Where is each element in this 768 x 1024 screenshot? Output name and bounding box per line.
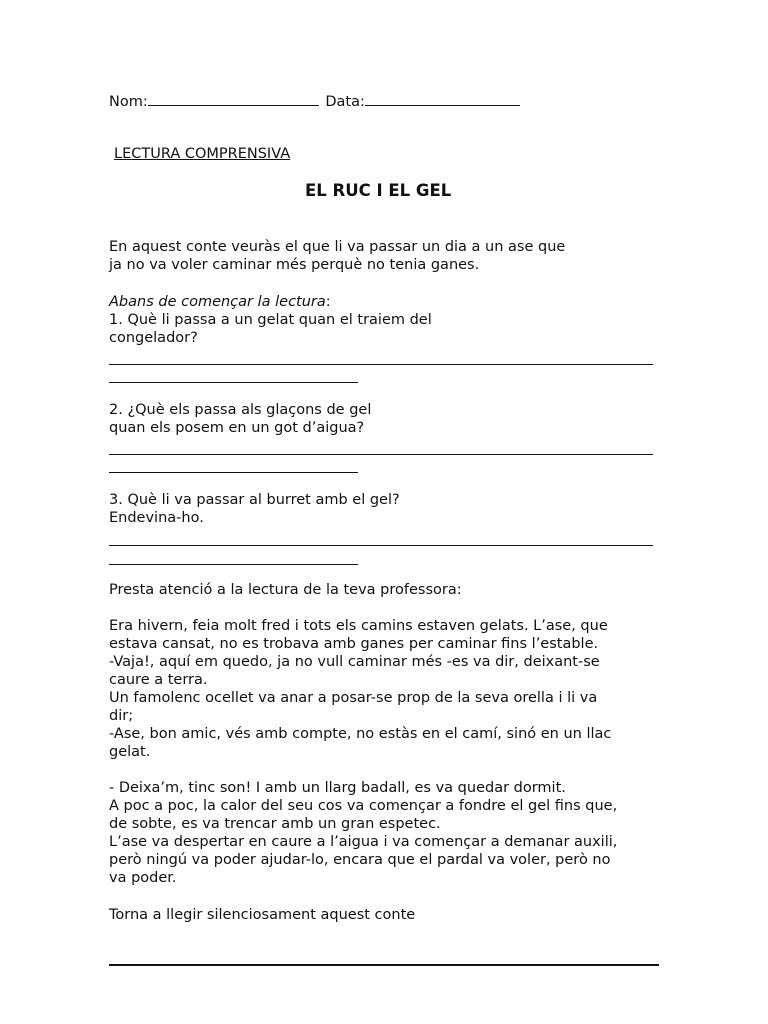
answer-line-1a[interactable]: [109, 364, 653, 365]
before-reading-colon: :: [325, 294, 331, 310]
story-line: caure a terra.: [109, 672, 208, 688]
intro-line: ja no va voler caminar més perquè no tenia ganes.: [109, 257, 480, 273]
answer-line-3b[interactable]: [109, 564, 358, 565]
story-line: de sobte, es va trencar amb un gran espetec.: [109, 816, 441, 832]
before-reading-heading-text: Abans de començar la lectura: [109, 294, 326, 310]
question-line: 2. ¿Què els passa als glaçons de gel: [109, 402, 372, 418]
intro-line: En aquest conte veuràs el que li va passar un dia a un ase que: [109, 239, 566, 255]
listen-instruction: Presta atenció a la lectura de la teva professora:: [109, 582, 462, 598]
story-line: L’ase va despertar en caure a l’aigua i va començar a demanar auxili,: [109, 834, 618, 850]
answer-line-2a[interactable]: [109, 454, 653, 455]
before-reading-heading: [109, 293, 331, 311]
intro-paragraph: [109, 238, 565, 274]
question-2: [109, 401, 371, 437]
answer-line-3a[interactable]: [109, 545, 653, 546]
story-line: estava cansat, no es trobava amb ganes per caminar fins l’estable.: [109, 636, 599, 652]
question-line: Endevina-ho.: [109, 510, 204, 526]
story-line: - Deixa’m, tinc son! I amb un llarg badall, es va quedar dormit.: [109, 780, 566, 796]
page-title: EL RUC I EL GEL: [305, 181, 452, 200]
question-1: [109, 311, 432, 347]
name-label: Nom:: [109, 94, 148, 110]
story-line: A poc a poc, la calor del seu cos va començar a fondre el gel fins que,: [109, 798, 618, 814]
header-row: [109, 91, 520, 111]
story-line: -Ase, bon amic, vés amb compte, no estàs en el camí, sinó en un llac: [109, 726, 612, 742]
question-line: quan els posem en un got d’aigua?: [109, 420, 365, 436]
question-line: 1. Què li passa a un gelat quan el traiem del: [109, 312, 432, 328]
date-field[interactable]: [365, 91, 520, 106]
story-paragraph-1: [109, 617, 611, 761]
story-line: -Vaja!, aquí em quedo, ja no vull caminar més -es va dir, deixant-se: [109, 654, 600, 670]
question-line: congelador?: [109, 330, 198, 346]
story-line: Era hivern, feia molt fred i tots els camins estaven gelats. L’ase, que: [109, 618, 608, 634]
story-line: Un famolenc ocellet va anar a posar-se prop de la seva orella i li va: [109, 690, 598, 706]
answer-line-1b[interactable]: [109, 382, 358, 383]
final-instruction: Torna a llegir silenciosament aquest conte: [109, 907, 416, 923]
date-label: Data:: [325, 94, 365, 110]
answer-line-2b[interactable]: [109, 472, 358, 473]
story-line: però ningú va poder ajudar-lo, encara que el pardal va voler, però no: [109, 852, 611, 868]
footer-rule: [109, 964, 659, 966]
question-line: 3. Què li va passar al burret amb el gel?: [109, 492, 400, 508]
section-label: LECTURA COMPRENSIVA: [114, 146, 291, 162]
story-line: va poder.: [109, 870, 177, 886]
story-line: dir;: [109, 708, 134, 724]
story-paragraph-2: [109, 779, 617, 887]
name-field[interactable]: [148, 91, 319, 106]
question-3: [109, 491, 400, 527]
story-line: gelat.: [109, 744, 151, 760]
